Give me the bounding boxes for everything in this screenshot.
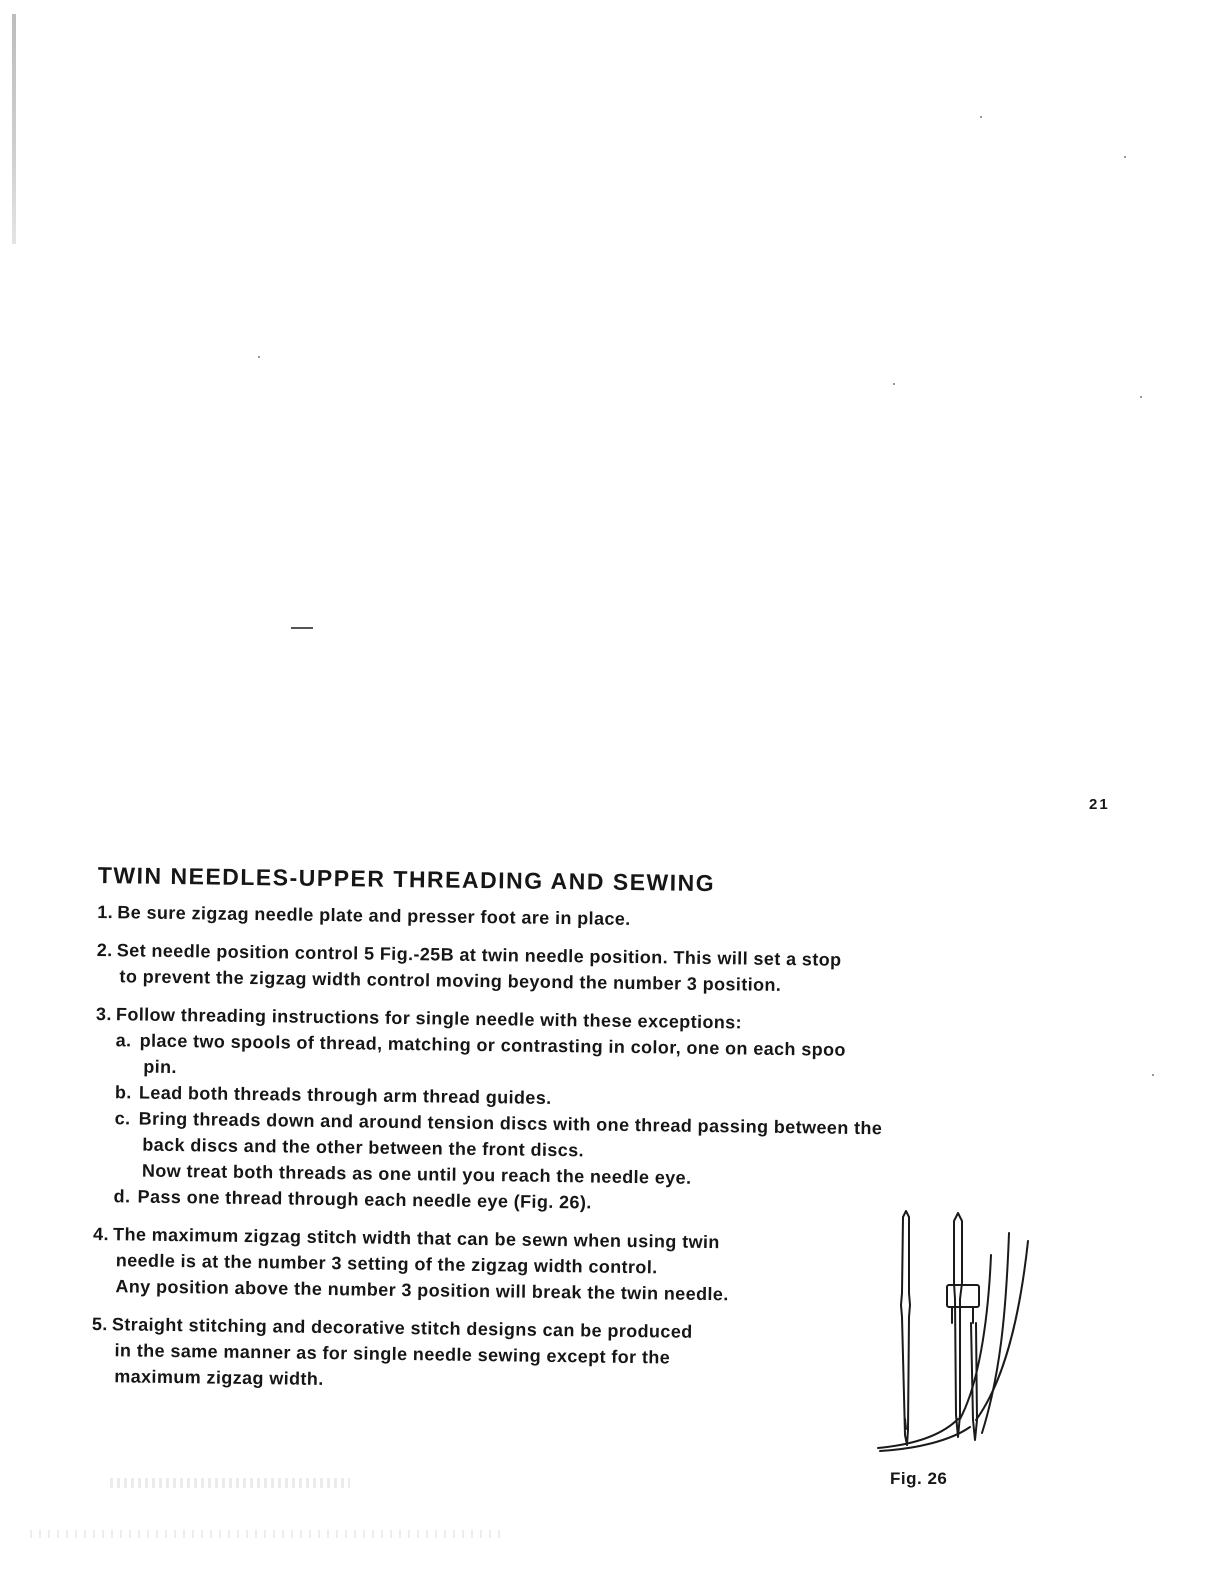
sub-instruction-text: Lead both threads through arm thread guides. xyxy=(138,1082,552,1108)
instruction-text: needle is at the number 3 setting of the zigzag width control. xyxy=(115,1250,658,1278)
sub-instruction-text: Pass one thread through each needle eye (Fig. 26). xyxy=(137,1186,592,1213)
sub-instruction-list xyxy=(113,1027,1015,1221)
sub-instruction-text: Bring threads down and around tension discs with one thread passing between the xyxy=(138,1108,883,1139)
instruction-item xyxy=(93,1001,1016,1221)
instruction-text: Straight stitching and decorative stitch designs can be produced xyxy=(111,1314,693,1342)
needle-clamp xyxy=(947,1285,979,1307)
scan-smudge xyxy=(30,1530,500,1538)
left-needle xyxy=(901,1211,910,1445)
instruction-number: 3. xyxy=(95,1003,112,1025)
right-needle xyxy=(954,1213,962,1437)
instruction-number: 2. xyxy=(96,939,113,961)
page-number: 21 xyxy=(1089,796,1110,813)
sub-instruction-text: place two spools of thread, matching or contrasting in color, one on each spoo xyxy=(139,1030,847,1060)
scan-speck xyxy=(980,116,982,118)
instruction-text: Any position above the number 3 position will break the twin needle. xyxy=(115,1276,729,1305)
instruction-item xyxy=(96,937,1017,1001)
scan-smudge xyxy=(110,1478,350,1488)
fabric-line xyxy=(878,1419,958,1448)
instruction-text: The maximum zigzag stitch width that can be sewn when using twin xyxy=(112,1224,720,1253)
sub-instruction-letter: a. xyxy=(115,1030,132,1051)
instruction-item xyxy=(97,899,1017,937)
section-title: TWIN NEEDLES-UPPER THREADING AND SEWING xyxy=(97,862,716,897)
figure-caption: Fig. 26 xyxy=(890,1469,948,1488)
instruction-text: to prevent the zigzag width control moving beyond the number 3 position. xyxy=(119,966,782,995)
instruction-number: 4. xyxy=(92,1223,110,1245)
left-needle-eye xyxy=(905,1419,906,1429)
instruction-number: 1. xyxy=(97,901,114,923)
instruction-text: Follow threading instructions for single needle with these exceptions: xyxy=(115,1004,743,1033)
sub-instruction-text: back discs and the other between the front discs. xyxy=(142,1134,585,1161)
scan-speck xyxy=(258,356,260,358)
scan-speck xyxy=(1140,396,1142,398)
scan-speck xyxy=(893,383,895,385)
sub-instruction-letter: b. xyxy=(114,1082,132,1103)
scan-mark xyxy=(291,627,313,629)
sub-instruction-text: Now treat both threads as one until you reach the needle eye. xyxy=(141,1160,692,1188)
instruction-number: 5. xyxy=(91,1313,108,1335)
sub-instruction-letter: d. xyxy=(113,1186,131,1207)
sub-instruction-item xyxy=(114,1105,1015,1195)
scan-edge-strip xyxy=(12,14,16,244)
sub-instruction-letter: c. xyxy=(114,1108,131,1129)
scan-speck xyxy=(1152,1074,1154,1076)
instruction-text: maximum zigzag width. xyxy=(114,1366,324,1389)
instruction-text: in the same manner as for single needle sewing except for the xyxy=(114,1340,671,1368)
scan-speck xyxy=(1124,156,1126,158)
instruction-text: Be sure zigzag needle plate and presser foot are in place. xyxy=(117,902,631,929)
sub-instruction-text: pin. xyxy=(143,1056,178,1078)
twin-needle-illustration xyxy=(870,1205,1040,1495)
instruction-text: Set needle position control 5 Fig.-25B at twin needle position. This will set a stop xyxy=(116,940,842,970)
